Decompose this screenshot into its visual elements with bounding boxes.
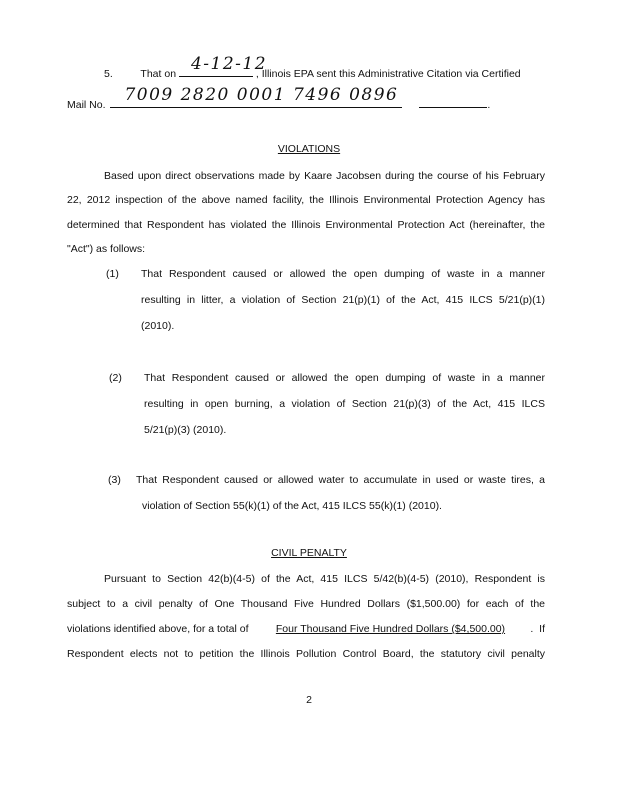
intro-line-3: determined that Respondent has violated the Illinois Environmental Protection Act (hereinafter, the bbox=[67, 219, 545, 231]
violation-1-line-1: That Respondent caused or allowed the open dumping of waste in a manner bbox=[141, 268, 545, 280]
para5-text-b: , Illinois EPA sent this Administrative Citation via Certified bbox=[255, 68, 521, 80]
date-blank bbox=[179, 54, 268, 77]
violation-2-line-2: resulting in open burning, a violation of Section 21(p)(3) of the Act, 415 ILCS bbox=[144, 398, 545, 410]
violation-1-line-2: resulting in litter, a violation of Section 21(p)(1) of the Act, 415 ILCS 5/21(p)(1) bbox=[141, 294, 545, 306]
handwritten-mail-number: 7009 2820 0001 7496 0896 bbox=[124, 85, 399, 105]
violation-2-line-3: 5/21(p)(3) (2010). bbox=[144, 424, 227, 436]
violation-3-number: (3) bbox=[108, 474, 121, 486]
intro-line-2: 22, 2012 inspection of the above named facility, the Illinois Environmental Protection Agency has bbox=[67, 194, 545, 206]
extra-blank bbox=[419, 93, 487, 108]
violation-2-line-1: That Respondent caused or allowed the open dumping of waste in a manner bbox=[144, 372, 545, 384]
para5-end: . bbox=[487, 99, 491, 111]
violation-1-number: (1) bbox=[106, 268, 119, 280]
violation-2-number: (2) bbox=[109, 372, 122, 384]
para5-line1 bbox=[104, 54, 521, 80]
violation-3-line-2: violation of Section 55(k)(1) of the Act, 415 ILCS 55(k)(1) (2010). bbox=[142, 500, 442, 512]
penalty-total: Four Thousand Five Hundred Dollars ($4,500.00) bbox=[275, 623, 506, 635]
intro-line-1: Based upon direct observations made by Kaare Jacobsen during the course of his February bbox=[104, 170, 545, 182]
violation-1-line-3: (2010). bbox=[141, 320, 175, 332]
para5-number: 5. bbox=[104, 68, 113, 80]
violation-3-line-1: That Respondent caused or allowed water to accumulate in used or waste tires, a bbox=[136, 474, 545, 486]
penalty-line-3 bbox=[67, 623, 545, 635]
penalty-line-4: Respondent elects not to petition the Illinois Pollution Control Board, the statutory civil penalty bbox=[67, 648, 545, 660]
mail-number-blank bbox=[110, 85, 402, 108]
para5-line2 bbox=[67, 85, 491, 111]
page-number: 2 bbox=[306, 694, 312, 706]
violations-heading: VIOLATIONS bbox=[277, 143, 341, 155]
handwritten-date: 4-12-12 bbox=[190, 54, 268, 74]
penalty-line-1: Pursuant to Section 42(b)(4-5) of the Act, 415 ILCS 5/42(b)(4-5) (2010), Respondent is bbox=[104, 573, 545, 585]
penalty-line-3-a: violations identified above, for a total of bbox=[67, 623, 249, 635]
para5-text-a: That on bbox=[140, 68, 177, 80]
penalty-line-3-b: . If bbox=[530, 623, 545, 635]
civil-penalty-heading: CIVIL PENALTY bbox=[271, 547, 347, 559]
penalty-line-2: subject to a civil penalty of One Thousand Five Hundred Dollars ($1,500.00) for each of the bbox=[67, 598, 545, 610]
mail-label: Mail No. bbox=[67, 99, 106, 111]
intro-line-4: "Act") as follows: bbox=[67, 243, 146, 255]
